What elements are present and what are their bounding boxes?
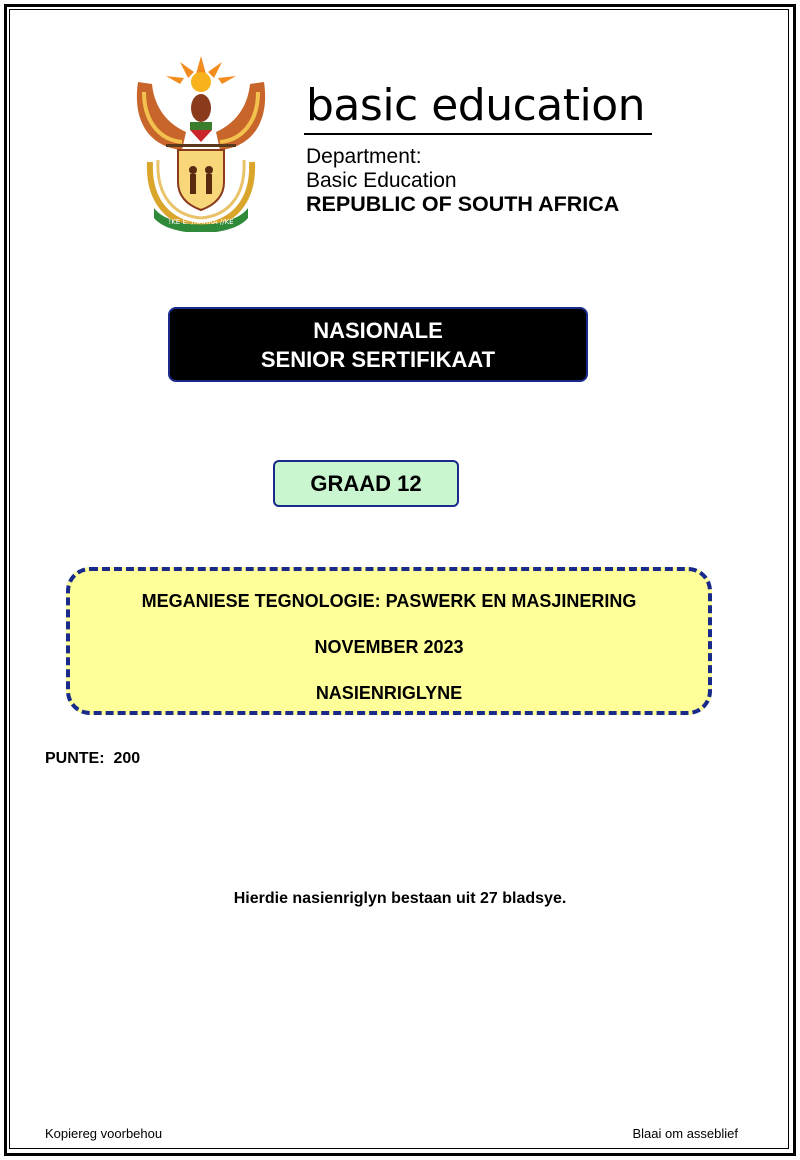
turn-page-footer: Blaai om asseblief bbox=[632, 1126, 738, 1141]
motto-text: !KE E: /XARRA //KE bbox=[168, 218, 234, 226]
brand-underline bbox=[304, 133, 652, 135]
department-line-1: Department: bbox=[306, 145, 422, 168]
certificate-line-2: SENIOR SERTIFIKAAT bbox=[260, 346, 496, 372]
department-line-2: Basic Education bbox=[306, 169, 457, 192]
certificate-banner bbox=[168, 307, 588, 382]
subject-title: MEGANIESE TEGNOLOGIE: PASWERK EN MASJINERING bbox=[141, 591, 637, 611]
document-type: NASIENRIGLYNE bbox=[315, 683, 463, 703]
grade-label: GRAAD 12 bbox=[310, 470, 422, 496]
department-line-3: REPUBLIC OF SOUTH AFRICA bbox=[306, 192, 620, 216]
brand-title: basic education bbox=[306, 80, 646, 131]
grade-badge bbox=[273, 460, 459, 507]
total-marks: PUNTE: 200 bbox=[45, 750, 141, 767]
certificate-line-1: NASIONALE bbox=[313, 317, 443, 343]
coat-of-arms-logo bbox=[130, 52, 272, 232]
exam-session: NOVEMBER 2023 bbox=[314, 637, 464, 657]
copyright-footer: Kopiereg voorbehou bbox=[45, 1126, 163, 1141]
page-count-note: Hierdie nasienriglyn bestaan uit 27 bladsye. bbox=[233, 890, 567, 907]
subject-box bbox=[66, 567, 712, 715]
